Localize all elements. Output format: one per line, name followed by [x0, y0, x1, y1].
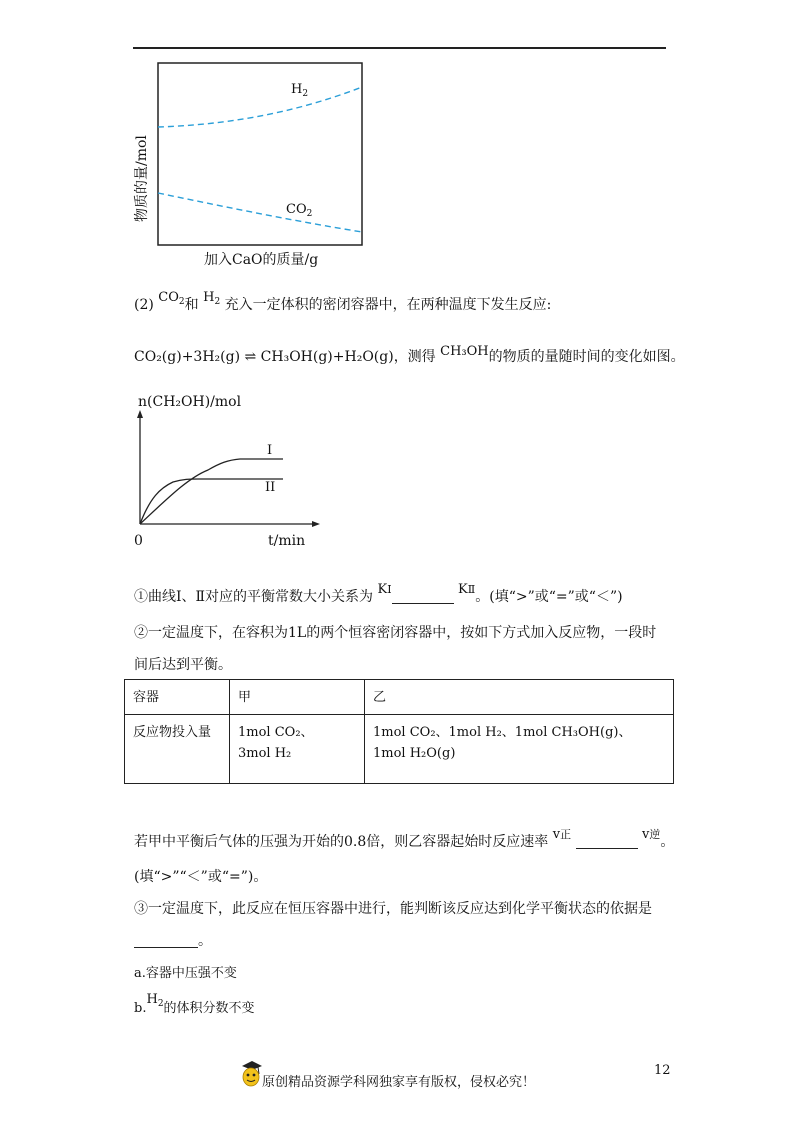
table-header-jia: 甲 [230, 680, 365, 715]
option-b: $b.H_2$的体积分数不变 [134, 992, 255, 1016]
copyright-footer: 原创精品资源学科网独家享有版权，侵权必究！ [262, 1075, 536, 1090]
meoh-chart-xlabel: t/min [268, 533, 306, 549]
meoh-chart-ylabel: n(CH₂OH)/mol [138, 394, 242, 410]
co2-curve [158, 193, 362, 232]
q2-equation-line: CO₂(g)+3H₂(g) ⇌ CH₃OH(g)+H₂O(g)，测得 CH₃OH的物质的量随时间的变化如图。 [134, 344, 685, 365]
co2-curve-label: $CO_2$ [286, 202, 313, 219]
q2-2-line2: 间后达到平衡。 [134, 657, 232, 673]
curve-i [140, 459, 283, 524]
q2-intro: (2) $CO_2$和 $H_2$ 充入一定体积的密闭容器中，在两种温度下发生反应: [134, 290, 552, 313]
x-axis-arrow [312, 521, 320, 527]
q2-2b-hint: (填“>”“＜”或“=”)。 [134, 869, 268, 885]
option-a: a.容器中压强不变 [134, 966, 237, 981]
mascot-icon [238, 1060, 262, 1090]
table-header-container: 容器 [125, 680, 230, 715]
q2-1: ①曲线Ⅰ、Ⅱ对应的平衡常数大小关系为 KⅠ KⅡ。(填“>”或“=”或“＜”) [134, 582, 623, 605]
h2-curve [158, 87, 362, 127]
table-header-row [125, 680, 674, 715]
meoh-chart-origin: 0 [134, 533, 143, 549]
q2-3-line1: ③一定温度下，此反应在恒压容器中进行，能判断该反应达到化学平衡状态的依据是 [134, 901, 652, 917]
table-row [125, 715, 674, 784]
reaction-equation: CO₂(g)+3H₂(g) ⇌ CH₃OH(g)+H₂O(g) [134, 349, 394, 365]
table-row-label: 反应物投入量 [125, 715, 230, 784]
answer-blank-2[interactable] [576, 834, 638, 849]
curve-ii [140, 479, 283, 524]
reactant-table [124, 679, 674, 784]
page-number: 12 [654, 1063, 671, 1078]
table-cell-yi: 1mol CO₂、1mol H₂、1mol CH₃OH(g)、 1mol H₂O(g) [365, 715, 674, 784]
header-rule [133, 47, 666, 49]
h2-curve-label: $H_2$ [291, 82, 309, 99]
curve-i-label: I [267, 443, 273, 458]
cao-chart-frame [158, 63, 362, 245]
cao-chart [150, 60, 370, 250]
curve-ii-label: II [265, 480, 276, 495]
q2-2-line1: ②一定温度下，在容积为1L的两个恒容密闭容器中，按如下方式加入反应物，一段时 [134, 625, 657, 641]
answer-blank-1[interactable] [392, 589, 454, 604]
q2-3-line2: 。 [134, 930, 212, 950]
y-axis-arrow [137, 410, 143, 418]
cao-chart-xlabel: 加入CaO的质量/g [204, 252, 319, 268]
meoh-chart [128, 408, 328, 538]
table-header-yi: 乙 [365, 680, 674, 715]
q2-2b: 若甲中平衡后气体的压强为开始的0.8倍，则乙容器起始时反应速率 v正 v逆。 [134, 827, 675, 850]
table-cell-jia: 1mol CO₂、 3mol H₂ [230, 715, 365, 784]
cao-chart-ylabel: 物质的量/mol [134, 135, 150, 222]
answer-blank-3[interactable] [134, 933, 198, 948]
